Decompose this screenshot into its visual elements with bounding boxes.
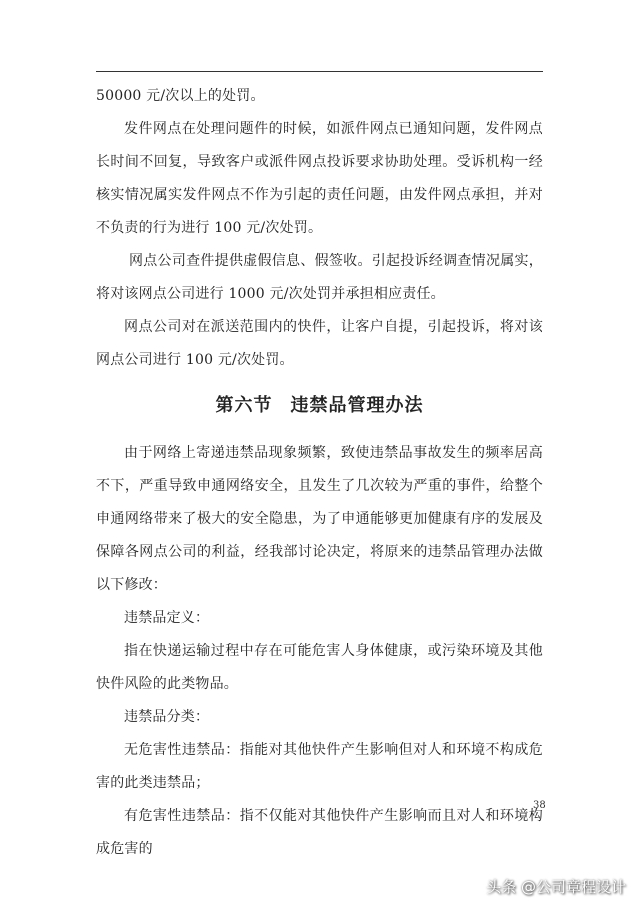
non-hazardous-contraband: 无危害性违禁品：指能对其他快件产生影响但对人和环境不构成危害的此类违禁品；: [96, 742, 543, 791]
section-heading: [96, 391, 543, 421]
contraband-classification-label: 违禁品分类：: [124, 709, 210, 725]
hazardous-contraband: 有危害性违禁品：指不仅能对其他快件产生影响而且对人和环境构成危害的: [96, 808, 543, 857]
document-body: [96, 80, 543, 866]
page-number: 38: [533, 800, 546, 811]
section-title: 违禁品管理办法: [290, 395, 424, 416]
paragraph-self-pickup: 网点公司对在派送范围内的快件，让客户自提，引起投诉，将对该网点公司进行 100 元/次处罚。: [96, 319, 543, 368]
watermark: 头条 @公司章程设计: [486, 878, 626, 896]
section-number: 第六节: [215, 395, 273, 416]
paragraph-sender-responsibility: 发件网点在处理问题件的时候，如派件网点已通知问题，发件网点长时间不回复，导致客户或派件网点投诉要求协助处理。受诉机构一经核实情况属实发件网点不作为引起的责任问题，由发件网点承担，并对不负责的行为进行 100 元/次处罚。: [96, 121, 543, 236]
paragraph-background: 由于网络上寄递违禁品现象频繁，致使违禁品事故发生的频率居高不下，严重导致申通网络安全，且发生了几次较为严重的事件，给整个申通网络带来了极大的安全隐患，为了申通能够更加健康有序的发展及保障各网点公司的利益，经我部讨论决定，将原来的违禁品管理办法做以下修改：: [96, 445, 543, 593]
contraband-definition-label: 违禁品定义：: [124, 610, 210, 626]
header-rule: [96, 71, 543, 72]
paragraph-false-info: 网点公司查件提供虚假信息、假签收。引起投诉经调查情况属实，将对该网点公司进行 1000 元/次处罚并承担相应责任。: [96, 253, 543, 302]
contraband-definition: 指在快递运输过程中存在可能危害人身体健康，或污染环境及其他快件风险的此类物品。: [96, 643, 543, 692]
paragraph-penalty-continued: 50000 元/次以上的处罚。: [96, 88, 265, 104]
